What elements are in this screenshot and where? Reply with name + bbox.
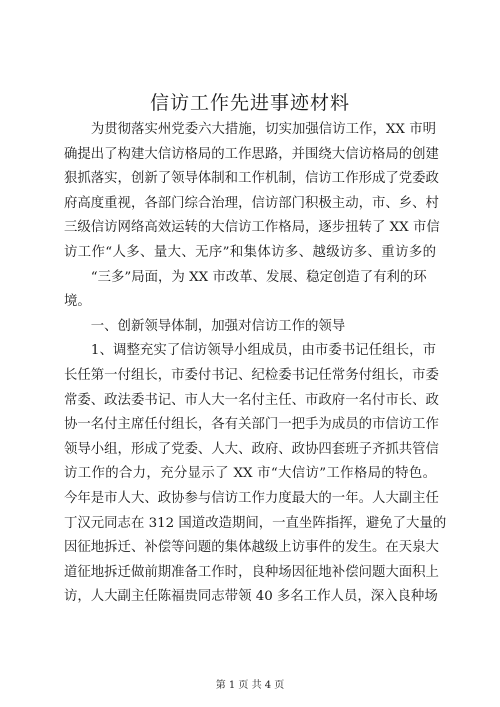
body-line: 访工作“人多、量大、无序”和集体访多、越级访多、重访多的 (64, 244, 436, 260)
body-line: 府高度重视，各部门综合治理，信访部门积极主动，市、乡、村 (64, 195, 439, 211)
body-line: 境。 (64, 294, 91, 310)
body-line: 道征地拆迁做前期准备工作时，良种场因征地补偿问题大面积上 (64, 564, 439, 580)
body-line: 今年是市人大、政协参与信访工作力度最大的一年。人大副主任 (64, 490, 439, 506)
body-line: 因征地拆迁、补偿等问题的集体越级上访事件的发生。在天泉大 (64, 540, 439, 556)
body-line: 访，人大副主任陈福贵同志带领 40 多名工作人员，深入良种场 (64, 589, 438, 605)
body-line: 为贯彻落实州党委六大措施，切实加强信访工作，XX 市明 (64, 122, 436, 137)
body-line: “三多”局面，为 XX 市改革、发展、稳定创造了有利的环 (64, 269, 427, 285)
body-line: 协一名付主席任付组长，各有关部门一把手为成员的市信访工作 (64, 417, 439, 433)
document-body (64, 118, 447, 610)
section-heading: 一、创新领导体制，加强对信访工作的领导 (64, 318, 346, 334)
document-title: 信访工作先进事迹材料 (149, 92, 350, 114)
body-line: 狠抓落实，创新了领导体制和工作机制，信访工作形成了党委政 (64, 171, 439, 187)
body-line: 确提出了构建大信访格局的工作思路，并围绕大信访格局的创建 (64, 146, 439, 162)
body-line: 三级信访网络高效运转的大信访工作格局，逐步扭转了 XX 市信 (64, 220, 440, 236)
body-line: 丁汉元同志在 312 国道改造期间，一直坐阵指挥，避免了大量的 (64, 515, 447, 531)
body-line: 1、调整充实了信访领导小组成员，由市委书记任组长，市 (64, 343, 436, 359)
body-line: 常委、政法委书记、市人大一名付主任、市政府一名付市长、政 (64, 392, 439, 408)
body-line: 领导小组，形成了党委、人大、政府、政协四套班子齐抓共管信 (64, 441, 439, 457)
body-line: 长任第一付组长，市委付书记、纪检委书记任常务付组长，市委 (64, 367, 439, 383)
body-line: 访工作的合力，充分显示了 XX 市“大信访”工作格局的特色。 (64, 466, 436, 482)
page-number: 第 1 页 共 4 页 (215, 680, 285, 691)
